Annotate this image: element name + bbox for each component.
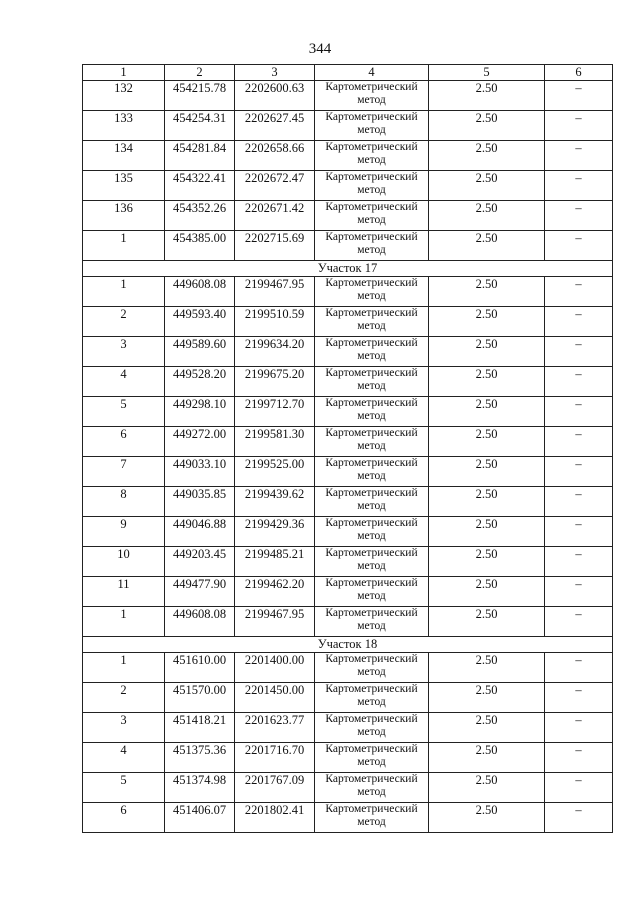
accuracy-value: 2.50 xyxy=(429,547,545,577)
point-number: 6 xyxy=(83,427,165,457)
column-header: 4 xyxy=(315,65,429,81)
point-number: 10 xyxy=(83,547,165,577)
point-number: 11 xyxy=(83,577,165,607)
method-line: Картометрический xyxy=(325,713,418,725)
column-header: 3 xyxy=(235,65,315,81)
point-number: 2 xyxy=(83,307,165,337)
x-coordinate: 454254.31 xyxy=(165,111,235,141)
method-line: Картометрический xyxy=(325,487,418,499)
method-line: Картометрический xyxy=(325,397,418,409)
x-coordinate: 449589.60 xyxy=(165,337,235,367)
note-dash: – xyxy=(545,517,613,547)
y-coordinate: 2201716.70 xyxy=(235,743,315,773)
table-row xyxy=(83,111,613,141)
method-line: метод xyxy=(357,620,386,632)
method-cell xyxy=(315,277,429,307)
method-cell xyxy=(315,141,429,171)
point-number: 1 xyxy=(83,231,165,261)
table-header-row xyxy=(83,65,613,81)
table-row xyxy=(83,517,613,547)
section-heading-row xyxy=(83,261,613,277)
accuracy-value: 2.50 xyxy=(429,397,545,427)
note-dash: – xyxy=(545,487,613,517)
table-row xyxy=(83,81,613,111)
method-line: метод xyxy=(357,560,386,572)
method-line: Картометрический xyxy=(325,577,418,589)
y-coordinate: 2201767.09 xyxy=(235,773,315,803)
method-cell xyxy=(315,457,429,487)
note-dash: – xyxy=(545,111,613,141)
note-dash: – xyxy=(545,773,613,803)
table-row xyxy=(83,683,613,713)
note-dash: – xyxy=(545,141,613,171)
column-header: 5 xyxy=(429,65,545,81)
x-coordinate: 451418.21 xyxy=(165,713,235,743)
method-line: Картометрический xyxy=(325,743,418,755)
point-number: 1 xyxy=(83,277,165,307)
x-coordinate: 449272.00 xyxy=(165,427,235,457)
method-cell xyxy=(315,517,429,547)
method-cell xyxy=(315,337,429,367)
accuracy-value: 2.50 xyxy=(429,517,545,547)
table-row xyxy=(83,337,613,367)
note-dash: – xyxy=(545,427,613,457)
point-number: 8 xyxy=(83,487,165,517)
method-cell xyxy=(315,773,429,803)
method-cell xyxy=(315,367,429,397)
note-dash: – xyxy=(545,803,613,833)
section-heading: Участок 17 xyxy=(83,261,613,277)
accuracy-value: 2.50 xyxy=(429,713,545,743)
table-row xyxy=(83,653,613,683)
method-line: метод xyxy=(357,816,386,828)
method-cell xyxy=(315,653,429,683)
note-dash: – xyxy=(545,367,613,397)
accuracy-value: 2.50 xyxy=(429,231,545,261)
y-coordinate: 2199525.00 xyxy=(235,457,315,487)
y-coordinate: 2199675.20 xyxy=(235,367,315,397)
table-row xyxy=(83,231,613,261)
note-dash: – xyxy=(545,683,613,713)
accuracy-value: 2.50 xyxy=(429,743,545,773)
point-number: 3 xyxy=(83,713,165,743)
method-line: Картометрический xyxy=(325,231,418,243)
x-coordinate: 451570.00 xyxy=(165,683,235,713)
method-cell xyxy=(315,397,429,427)
note-dash: – xyxy=(545,231,613,261)
table-row xyxy=(83,397,613,427)
point-number: 133 xyxy=(83,111,165,141)
table-row xyxy=(83,713,613,743)
table-row xyxy=(83,141,613,171)
y-coordinate: 2199462.20 xyxy=(235,577,315,607)
method-line: метод xyxy=(357,726,386,738)
y-coordinate: 2202600.63 xyxy=(235,81,315,111)
y-coordinate: 2201400.00 xyxy=(235,653,315,683)
y-coordinate: 2199485.21 xyxy=(235,547,315,577)
method-line: Картометрический xyxy=(325,201,418,213)
method-line: Картометрический xyxy=(325,171,418,183)
table-row xyxy=(83,577,613,607)
x-coordinate: 454352.26 xyxy=(165,201,235,231)
method-line: Картометрический xyxy=(325,457,418,469)
method-line: Картометрический xyxy=(325,607,418,619)
point-number: 3 xyxy=(83,337,165,367)
point-number: 5 xyxy=(83,773,165,803)
x-coordinate: 449477.90 xyxy=(165,577,235,607)
method-cell xyxy=(315,427,429,457)
point-number: 6 xyxy=(83,803,165,833)
method-line: метод xyxy=(357,244,386,256)
method-line: метод xyxy=(357,440,386,452)
y-coordinate: 2202715.69 xyxy=(235,231,315,261)
accuracy-value: 2.50 xyxy=(429,577,545,607)
x-coordinate: 449035.85 xyxy=(165,487,235,517)
y-coordinate: 2199712.70 xyxy=(235,397,315,427)
method-line: метод xyxy=(357,666,386,678)
note-dash: – xyxy=(545,577,613,607)
point-number: 4 xyxy=(83,367,165,397)
method-line: метод xyxy=(357,696,386,708)
method-cell xyxy=(315,111,429,141)
y-coordinate: 2202671.42 xyxy=(235,201,315,231)
method-cell xyxy=(315,607,429,637)
note-dash: – xyxy=(545,397,613,427)
method-cell xyxy=(315,577,429,607)
accuracy-value: 2.50 xyxy=(429,427,545,457)
y-coordinate: 2201802.41 xyxy=(235,803,315,833)
method-line: метод xyxy=(357,320,386,332)
accuracy-value: 2.50 xyxy=(429,141,545,171)
x-coordinate: 449203.45 xyxy=(165,547,235,577)
method-line: метод xyxy=(357,184,386,196)
x-coordinate: 449608.08 xyxy=(165,607,235,637)
accuracy-value: 2.50 xyxy=(429,111,545,141)
column-header: 6 xyxy=(545,65,613,81)
method-line: Картометрический xyxy=(325,773,418,785)
accuracy-value: 2.50 xyxy=(429,201,545,231)
coordinates-table xyxy=(82,64,613,833)
y-coordinate: 2202672.47 xyxy=(235,171,315,201)
x-coordinate: 449608.08 xyxy=(165,277,235,307)
point-number: 135 xyxy=(83,171,165,201)
method-cell xyxy=(315,547,429,577)
y-coordinate: 2199510.59 xyxy=(235,307,315,337)
accuracy-value: 2.50 xyxy=(429,607,545,637)
note-dash: – xyxy=(545,307,613,337)
method-line: Картометрический xyxy=(325,653,418,665)
method-cell xyxy=(315,743,429,773)
accuracy-value: 2.50 xyxy=(429,487,545,517)
section-heading: Участок 18 xyxy=(83,637,613,653)
method-line: Картометрический xyxy=(325,427,418,439)
method-cell xyxy=(315,683,429,713)
point-number: 1 xyxy=(83,607,165,637)
point-number: 9 xyxy=(83,517,165,547)
method-cell xyxy=(315,713,429,743)
section-heading-row xyxy=(83,637,613,653)
accuracy-value: 2.50 xyxy=(429,81,545,111)
note-dash: – xyxy=(545,713,613,743)
method-line: метод xyxy=(357,500,386,512)
method-cell xyxy=(315,231,429,261)
method-line: метод xyxy=(357,410,386,422)
point-number: 1 xyxy=(83,653,165,683)
point-number: 4 xyxy=(83,743,165,773)
table-row xyxy=(83,743,613,773)
table-row xyxy=(83,607,613,637)
accuracy-value: 2.50 xyxy=(429,653,545,683)
table-row xyxy=(83,487,613,517)
note-dash: – xyxy=(545,653,613,683)
method-line: Картометрический xyxy=(325,307,418,319)
method-cell xyxy=(315,201,429,231)
accuracy-value: 2.50 xyxy=(429,277,545,307)
method-line: метод xyxy=(357,94,386,106)
note-dash: – xyxy=(545,743,613,773)
x-coordinate: 449298.10 xyxy=(165,397,235,427)
table-row xyxy=(83,307,613,337)
accuracy-value: 2.50 xyxy=(429,457,545,487)
method-line: Картометрический xyxy=(325,277,418,289)
x-coordinate: 454322.41 xyxy=(165,171,235,201)
method-line: метод xyxy=(357,470,386,482)
method-line: метод xyxy=(357,590,386,602)
method-line: Картометрический xyxy=(325,337,418,349)
point-number: 7 xyxy=(83,457,165,487)
table-body xyxy=(83,81,613,833)
method-line: метод xyxy=(357,124,386,136)
method-cell xyxy=(315,171,429,201)
method-cell xyxy=(315,487,429,517)
method-line: метод xyxy=(357,214,386,226)
y-coordinate: 2202658.66 xyxy=(235,141,315,171)
column-header: 1 xyxy=(83,65,165,81)
table-row xyxy=(83,773,613,803)
accuracy-value: 2.50 xyxy=(429,773,545,803)
method-line: метод xyxy=(357,786,386,798)
y-coordinate: 2201450.00 xyxy=(235,683,315,713)
note-dash: – xyxy=(545,607,613,637)
y-coordinate: 2199429.36 xyxy=(235,517,315,547)
note-dash: – xyxy=(545,337,613,367)
x-coordinate: 451375.36 xyxy=(165,743,235,773)
method-line: метод xyxy=(357,756,386,768)
y-coordinate: 2199581.30 xyxy=(235,427,315,457)
table-row xyxy=(83,367,613,397)
y-coordinate: 2199467.95 xyxy=(235,277,315,307)
x-coordinate: 451610.00 xyxy=(165,653,235,683)
table-row xyxy=(83,277,613,307)
accuracy-value: 2.50 xyxy=(429,337,545,367)
note-dash: – xyxy=(545,277,613,307)
method-line: Картометрический xyxy=(325,803,418,815)
y-coordinate: 2199467.95 xyxy=(235,607,315,637)
method-line: метод xyxy=(357,530,386,542)
point-number: 2 xyxy=(83,683,165,713)
point-number: 5 xyxy=(83,397,165,427)
table-row xyxy=(83,171,613,201)
x-coordinate: 449528.20 xyxy=(165,367,235,397)
method-line: метод xyxy=(357,154,386,166)
y-coordinate: 2199634.20 xyxy=(235,337,315,367)
column-header: 2 xyxy=(165,65,235,81)
note-dash: – xyxy=(545,171,613,201)
method-line: Картометрический xyxy=(325,81,418,93)
x-coordinate: 451406.07 xyxy=(165,803,235,833)
method-cell xyxy=(315,803,429,833)
x-coordinate: 449593.40 xyxy=(165,307,235,337)
x-coordinate: 454215.78 xyxy=(165,81,235,111)
accuracy-value: 2.50 xyxy=(429,367,545,397)
note-dash: – xyxy=(545,201,613,231)
method-line: метод xyxy=(357,290,386,302)
note-dash: – xyxy=(545,547,613,577)
note-dash: – xyxy=(545,457,613,487)
method-line: Картометрический xyxy=(325,111,418,123)
method-line: Картометрический xyxy=(325,683,418,695)
x-coordinate: 451374.98 xyxy=(165,773,235,803)
x-coordinate: 454385.00 xyxy=(165,231,235,261)
table-row xyxy=(83,427,613,457)
point-number: 136 xyxy=(83,201,165,231)
x-coordinate: 454281.84 xyxy=(165,141,235,171)
table-row xyxy=(83,547,613,577)
table-row xyxy=(83,803,613,833)
accuracy-value: 2.50 xyxy=(429,171,545,201)
y-coordinate: 2202627.45 xyxy=(235,111,315,141)
accuracy-value: 2.50 xyxy=(429,683,545,713)
method-line: Картометрический xyxy=(325,547,418,559)
x-coordinate: 449033.10 xyxy=(165,457,235,487)
y-coordinate: 2199439.62 xyxy=(235,487,315,517)
point-number: 132 xyxy=(83,81,165,111)
y-coordinate: 2201623.77 xyxy=(235,713,315,743)
method-line: Картометрический xyxy=(325,367,418,379)
method-line: метод xyxy=(357,380,386,392)
method-line: метод xyxy=(357,350,386,362)
table-row xyxy=(83,457,613,487)
method-line: Картометрический xyxy=(325,517,418,529)
note-dash: – xyxy=(545,81,613,111)
method-cell xyxy=(315,81,429,111)
table-row xyxy=(83,201,613,231)
method-cell xyxy=(315,307,429,337)
method-line: Картометрический xyxy=(325,141,418,153)
accuracy-value: 2.50 xyxy=(429,307,545,337)
page-number: 344 xyxy=(308,41,332,57)
x-coordinate: 449046.88 xyxy=(165,517,235,547)
point-number: 134 xyxy=(83,141,165,171)
accuracy-value: 2.50 xyxy=(429,803,545,833)
